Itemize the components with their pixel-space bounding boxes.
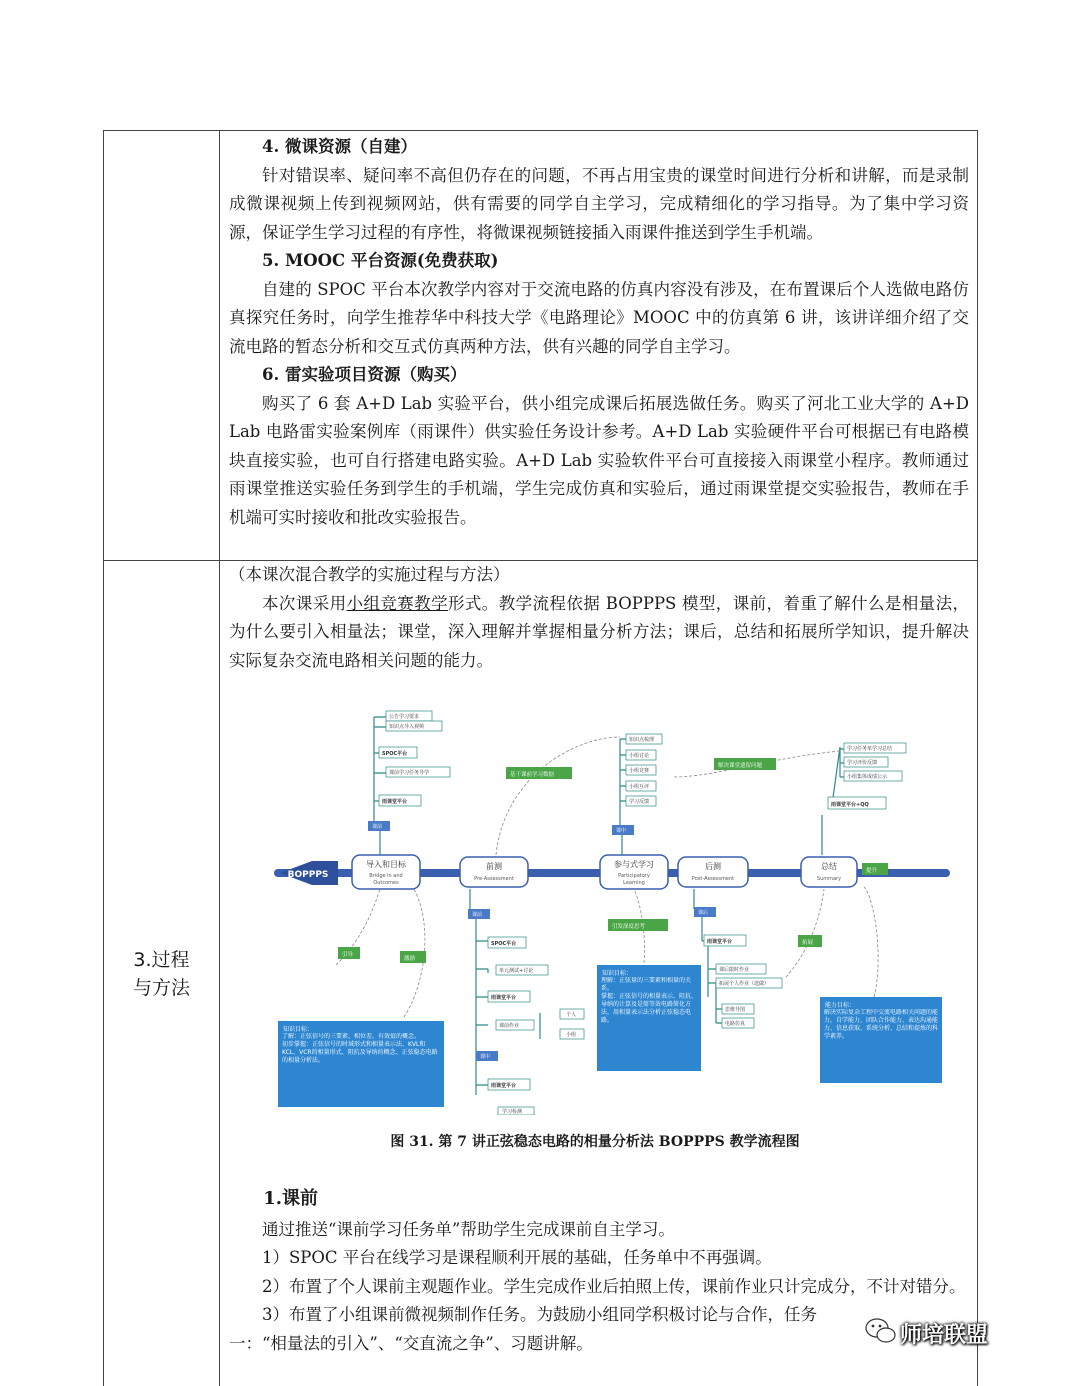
post-node-3: 课后限时作业 bbox=[719, 967, 750, 973]
section-heading-4: 4. 微课资源（自建） bbox=[262, 137, 417, 156]
tr-node-1: 学习任务单学习总结 bbox=[847, 746, 893, 752]
goal-left-line2: 初步掌握：正弦信号的时域形式和相量表示法、KVL和KCL、VCR的相量形式、阻抗及导纳的概念、正弦稳态电路的相量分析法。 bbox=[282, 1041, 438, 1064]
intro-part-b: 形式。教学流程依据 BOPPPS 模型，课前，着重了解什么是相量法，为什么要引入相量法；课堂，深入理解并掌握相量分析方法；课后，总结和拓展所学知识，提升解决实际复杂交流电路相关问题的能力。 bbox=[229, 593, 969, 670]
green-tag-6: 拓展 bbox=[802, 940, 814, 946]
pre-class-p4: 一：“相量法的引入”、“交直流之争”、习题讲解。 bbox=[229, 1333, 593, 1353]
goal-left-title: 知识目标： bbox=[283, 1026, 314, 1033]
intro-underlined: 小组竞赛教学 bbox=[346, 593, 448, 613]
goal-mid-title: 知识目标： bbox=[602, 970, 633, 977]
pre-class-p1: 1）SPOC 平台在线学习是课程顺利开展的基础，任务单中不再强调。 bbox=[262, 1248, 772, 1267]
pre-node-9: 雨课堂平台 bbox=[491, 1083, 517, 1089]
tree-top-mid bbox=[620, 739, 626, 855]
pre-class-title: 1.课前 bbox=[263, 1188, 318, 1209]
pre-node-4: 雨课堂平台 bbox=[491, 995, 517, 1001]
pre-node-2: SPOC平台 bbox=[491, 941, 517, 947]
stage-5-en1: Summary bbox=[816, 876, 842, 882]
green-tag-2: 解决课堂遗留问题 bbox=[718, 763, 763, 769]
stage-3 bbox=[600, 855, 668, 889]
goal-mid-line1: 理解：正弦量的三要素和相量的关系。 bbox=[601, 977, 692, 992]
tl-node-3: SPOC平台 bbox=[382, 751, 408, 757]
section-heading-5: 5. MOOC 平台资源(免费获取) bbox=[262, 251, 499, 270]
green-tag-4: 激励 bbox=[404, 956, 416, 962]
tree-top-left-labels bbox=[368, 711, 450, 831]
pre-node-7: 小组 bbox=[566, 1032, 577, 1038]
intro-paragraph bbox=[229, 590, 969, 676]
stage-4-en1: Post-Assessment bbox=[691, 876, 735, 882]
post-node-6: 电路仿真 bbox=[725, 1021, 746, 1027]
paragraph-4: 针对错误率、疑问率不高但仍存在的问题，不再占用宝贵的课堂时间进行分析和讲解，而是录制成微课视频上传到视频网站，供有需要的同学自主学习，完成精细化的学习指导。为了集中学习资源，保证学生学习过程的有序性，将微课视频链接插入雨课件推送到学生手机端。 bbox=[229, 165, 969, 242]
post-node-5: 思维导图 bbox=[725, 1007, 746, 1013]
pre-class-section bbox=[229, 1185, 969, 1358]
pre-node-5: 课前作业 bbox=[499, 1023, 520, 1029]
section-heading-6: 6. 雷实验项目资源（购买） bbox=[262, 365, 467, 384]
stage-5-cn: 总结 bbox=[821, 862, 837, 871]
tm-node-2: 小组讨论 bbox=[629, 753, 650, 759]
goal-left-line1: 了解：正弦信号的三要素、相位差、有效值的概念。 bbox=[282, 1033, 421, 1040]
section-note: （本课次混合教学的实施过程与方法） bbox=[229, 565, 510, 584]
tree-post-branch-labels bbox=[694, 907, 782, 1028]
stage-1-cn: 导入和目标 bbox=[366, 860, 406, 869]
column-divider bbox=[219, 131, 220, 1386]
pre-class-p3: 3）布置了小组课前微视频制作任务。为鼓励小组同学积极讨论与合作，任务 bbox=[262, 1305, 817, 1324]
post-node-4: 拓展个人作业（选做） bbox=[719, 981, 770, 987]
tl-node-4: 课前学习任务导学 bbox=[389, 770, 430, 776]
stage-4 bbox=[678, 857, 748, 887]
stage-3-cn: 参与式学习 bbox=[614, 860, 654, 869]
pre-node-8: 课中 bbox=[480, 1054, 491, 1060]
goal-box-mid bbox=[597, 965, 701, 1071]
green-tag-7: 提升 bbox=[866, 868, 878, 874]
goal-box-left bbox=[278, 1021, 444, 1107]
goal-mid-line2: 掌握：正弦信号的相量表示、阻抗、导纳的计算及是简等效电路简化方法，用相量表示法分析正弦稳态电路。 bbox=[601, 993, 697, 1024]
green-tag-3: 引导 bbox=[342, 952, 354, 958]
pre-node-10: 学习检测 bbox=[502, 1109, 523, 1115]
goal-right-title: 能力目标： bbox=[825, 1002, 856, 1009]
tree-pre-branch-labels bbox=[468, 909, 584, 1115]
tl-node-2: 知识点导入视频 bbox=[389, 724, 425, 730]
tr-node-4: 雨课堂平台+QQ bbox=[831, 802, 869, 808]
tl-node-5: 雨课堂平台 bbox=[382, 799, 408, 805]
pre-node-6: 个人 bbox=[566, 1012, 577, 1018]
boppps-start-label: BOPPPS bbox=[287, 870, 329, 880]
pre-node-3: 单元测试+讨论 bbox=[499, 968, 534, 974]
stage-2-cn: 前测 bbox=[486, 862, 502, 871]
watermark-text: 师培联盟 bbox=[900, 1323, 989, 1348]
boppps-flow-diagram bbox=[274, 697, 950, 1115]
stage-4-cn: 后测 bbox=[705, 862, 721, 871]
tm-node-4: 小组互评 bbox=[629, 784, 650, 790]
green-tag-1: 基于课前学习数据 bbox=[510, 772, 555, 778]
pre-node-1: 课前 bbox=[472, 912, 483, 918]
tl-node-1: 公告学习要求 bbox=[389, 714, 420, 720]
tm-node-3: 小组竞赛 bbox=[629, 768, 650, 774]
paragraph-5: 自建的 SPOC 平台本次教学内容对于交流电路的仿真内容没有涉及，在布置课后个人选做电路仿真探究任务时，向学生推荐华中科技大学《电路理论》MOOC 中的仿真第 6 讲，该讲详细介绍了交流电路的暂态分析和交互式仿真两种方法，供有兴趣的同学自主学习。 bbox=[229, 279, 969, 356]
watermark bbox=[900, 1318, 1070, 1358]
post-node-2: 雨课堂平台 bbox=[707, 939, 733, 945]
stage-1-en1: Bridge in and bbox=[369, 873, 403, 879]
stage-2-en1: Pre-Assessment bbox=[474, 876, 514, 882]
stage-1-en2: Outcomes bbox=[373, 880, 399, 886]
goal-box-right bbox=[820, 997, 942, 1083]
stage-5 bbox=[801, 857, 857, 887]
paragraph-6: 购买了 6 套 A+D Lab 实验平台，供小组完成课后拓展选做任务。购买了河北工业大学的 A+D Lab 电路雷实验案例库（雨课件）供实验任务设计参考。A+D Lab 实验硬件平台可根据已有电路模块直接实验，也可自行搭建电路实验。A+D Lab 实验软件平台可直接接入雨课堂小程序。教师通过雨课堂推送实验任务到学生的手机端，学生完成仿真和实验后，通过雨课堂提交实验报告，教师在手机端可实时接收和批改实验报告。 bbox=[229, 393, 969, 527]
wechat-icon bbox=[864, 1316, 898, 1346]
tm-node-6: 课中 bbox=[616, 828, 627, 834]
goal-right-line1: 解决实际复杂工程中交流电路相关问题的能力，自学能力、团队合作能力、表达沟通能力、信息获取、系统分析、总结和提炼的科学素养。 bbox=[824, 1009, 938, 1040]
figure-caption: 图 31. 第 7 讲正弦稳态电路的相量分析法 BOPPPS 教学流程图 bbox=[390, 1134, 800, 1150]
tm-node-1: 知识点梳理 bbox=[629, 737, 655, 743]
process-cell bbox=[229, 561, 969, 675]
stage-3-en2: Learning bbox=[623, 880, 645, 886]
stage-2 bbox=[460, 857, 528, 887]
row-label bbox=[104, 946, 219, 1002]
stage-1 bbox=[352, 855, 420, 889]
stage-3-en1: Participatory bbox=[618, 873, 650, 879]
row-label-text: 3.过程与方法 bbox=[132, 949, 190, 999]
tl-node-6: 课前 bbox=[372, 824, 383, 830]
tr-node-2: 学习评价反馈 bbox=[847, 760, 878, 766]
pre-class-p0: 通过推送“课前学习任务单”帮助学生完成课前自主学习。 bbox=[262, 1219, 675, 1239]
green-tag-5: 引发深度思考 bbox=[612, 924, 646, 930]
resources-cell bbox=[229, 133, 969, 532]
tree-top-left bbox=[374, 717, 386, 855]
post-node-1: 课后 bbox=[698, 910, 709, 916]
pre-class-p2: 2）布置了个人课前主观题作业。学生完成作业后拍照上传，课前作业只计完成分，不计对错分。 bbox=[262, 1276, 966, 1296]
intro-part-a: 本次课采用 bbox=[262, 593, 347, 613]
tm-node-5: 学习反馈 bbox=[629, 799, 650, 805]
tr-node-3: 小组集体成绩公示 bbox=[847, 774, 888, 780]
